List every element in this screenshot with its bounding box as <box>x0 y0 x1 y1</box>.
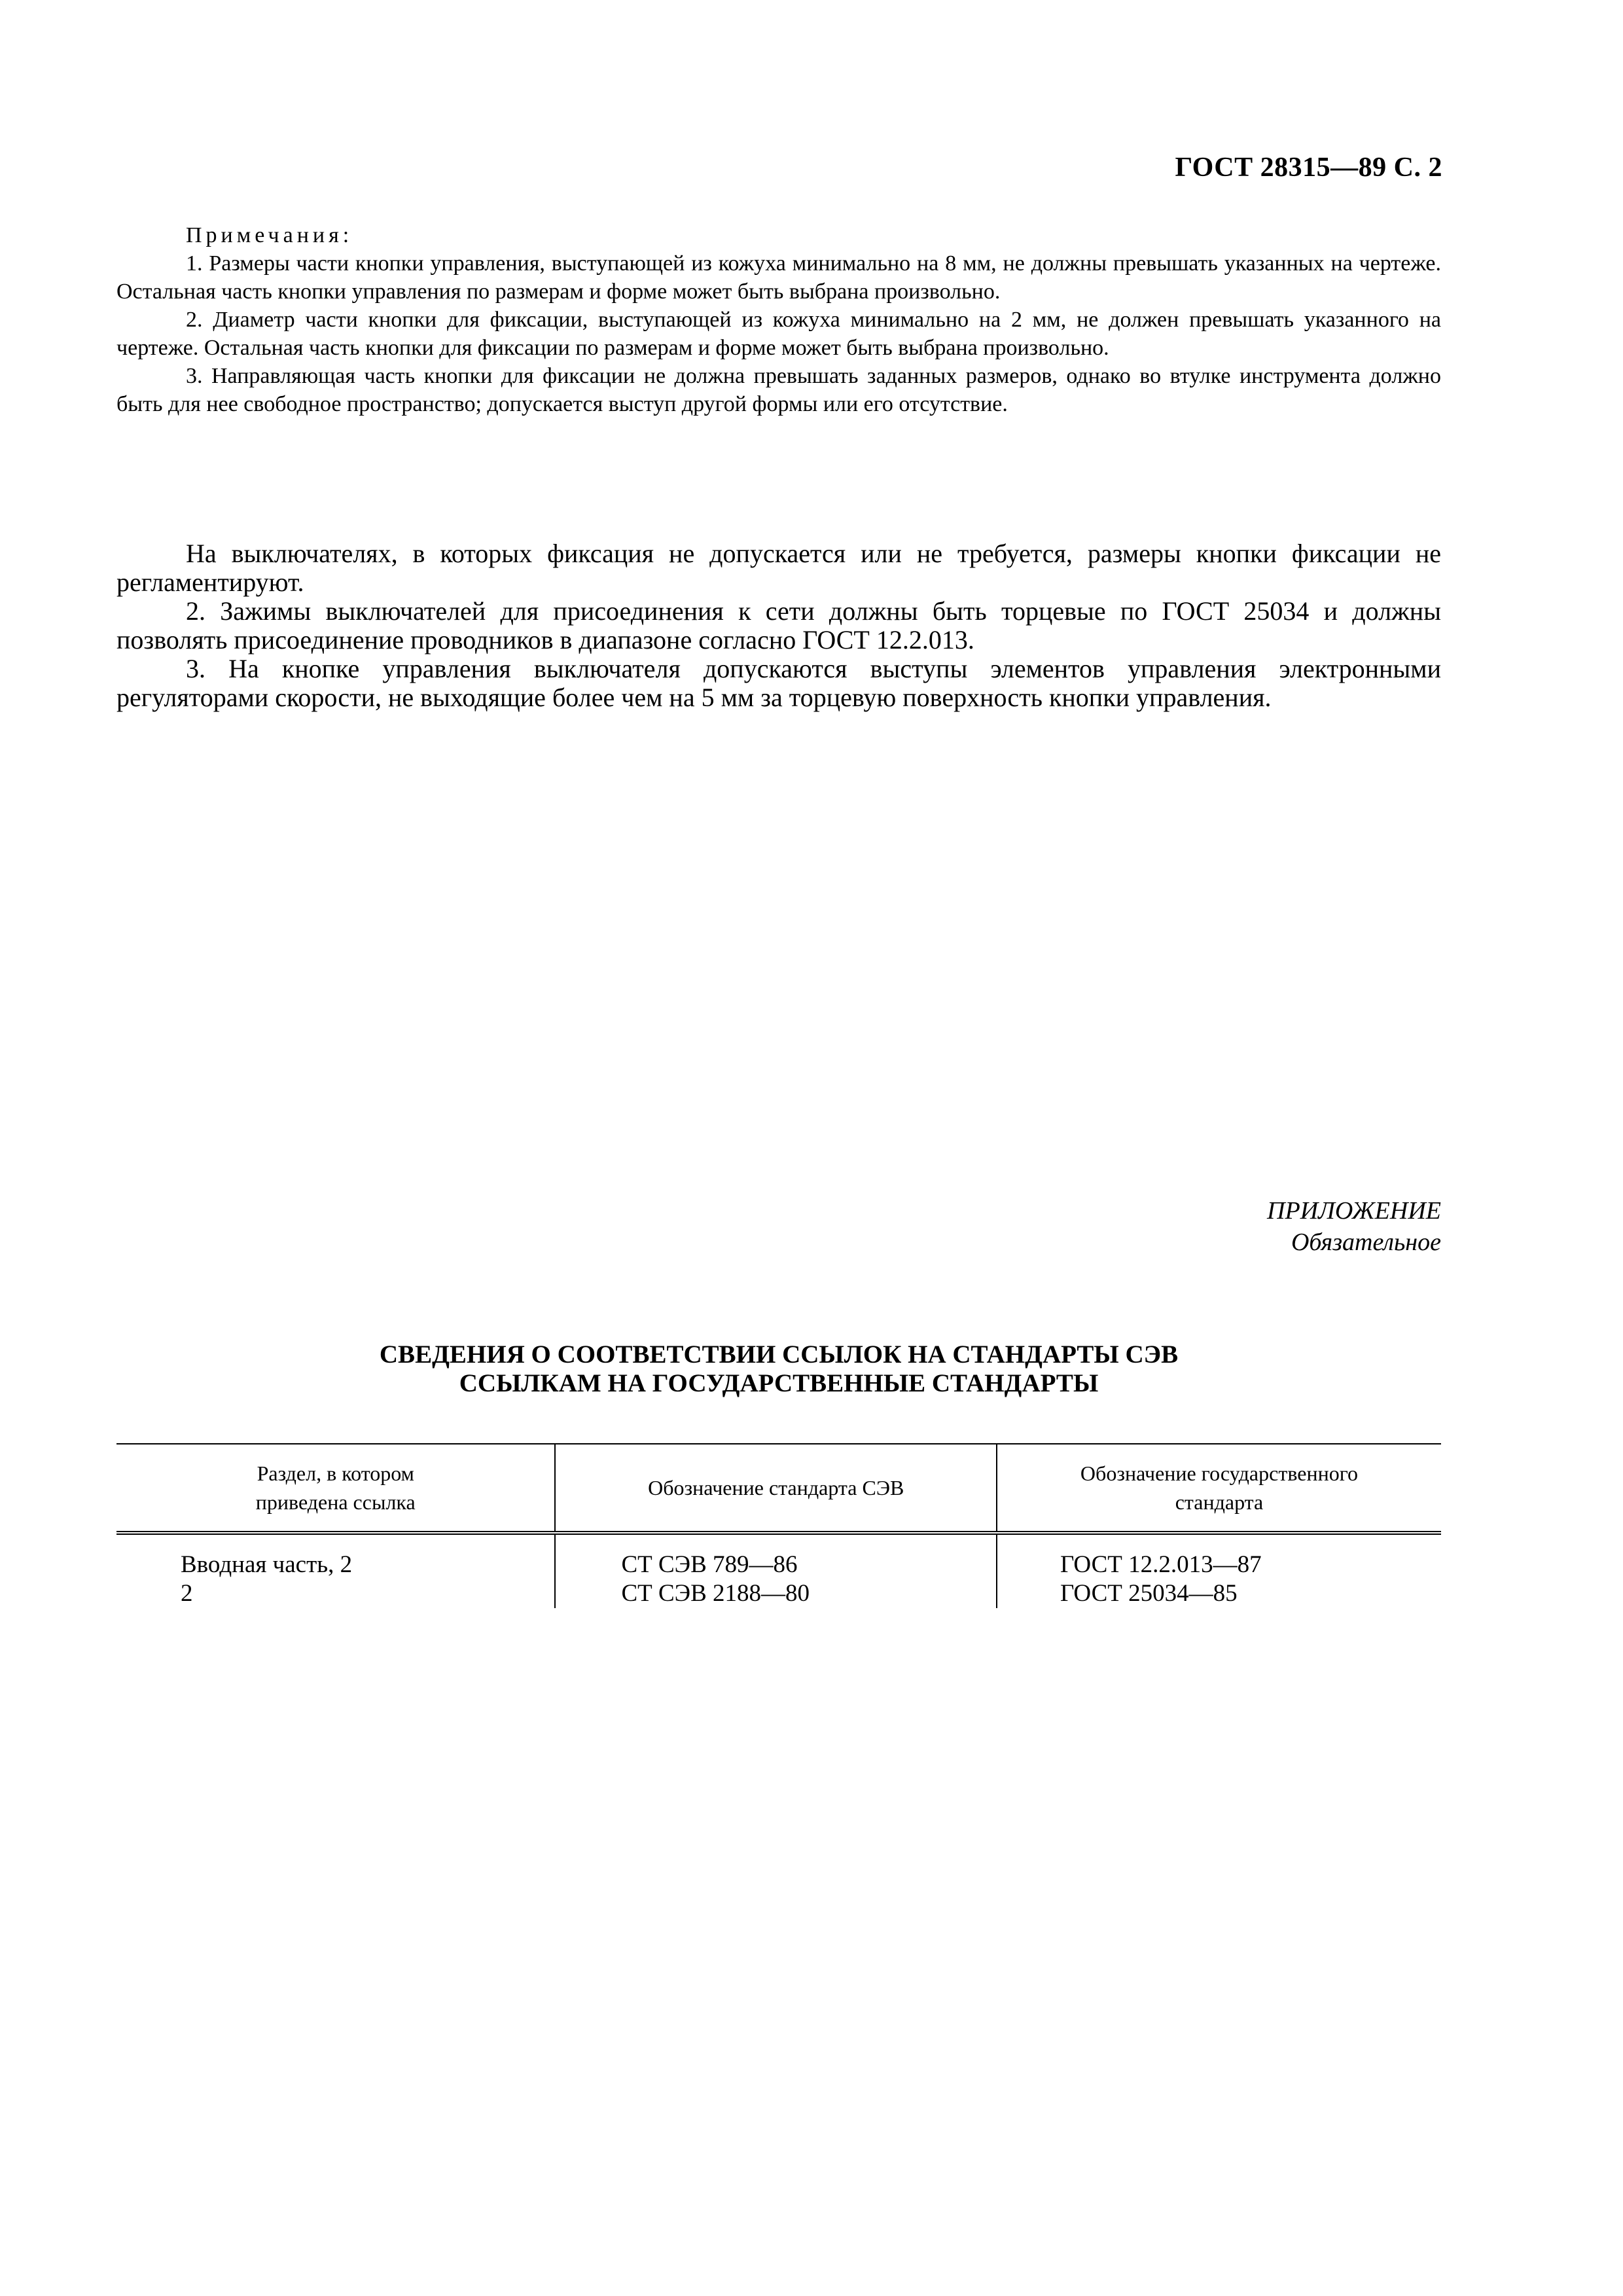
reference-table <box>116 1443 1441 1608</box>
header-gost-column <box>997 1444 1441 1533</box>
header-text: Раздел, в котором <box>257 1462 414 1485</box>
table-cell <box>555 1579 997 1608</box>
table-header-row <box>116 1444 1441 1533</box>
section-ref: 2 <box>181 1580 193 1607</box>
note-item: 2. Диаметр части кнопки для фиксации, выступающей из кожуха минимально на 2 мм, не должен превышать указанного на чертеже. Остальная часть кнопки для фиксации по размерам и форме может быть выбрана произвольно. <box>116 308 1441 360</box>
sev-standard: СТ СЭВ 789—86 <box>621 1551 798 1578</box>
sev-standard: СТ СЭВ 2188—80 <box>621 1580 810 1607</box>
section-title-line-2: ССЫЛКАМ НА ГОСУДАРСТВЕННЫЕ СТАНДАРТЫ <box>459 1369 1099 1397</box>
section-title-line-1: СВЕДЕНИЯ О СООТВЕТСТВИИ ССЫЛОК НА СТАНДАРТЫ СЭВ <box>379 1340 1179 1369</box>
header-section-column <box>116 1444 555 1533</box>
appendix-label: ПРИЛОЖЕНИЕ <box>1267 1197 1441 1225</box>
header-text: стандарта <box>1175 1490 1264 1514</box>
table-cell <box>997 1579 1441 1608</box>
appendix-label-block <box>1267 1195 1441 1258</box>
table-cell <box>555 1533 997 1579</box>
notes-title: Примечания: <box>186 223 353 247</box>
header-text: приведена ссылка <box>255 1490 416 1514</box>
header-text: Обозначение государственного <box>1080 1462 1359 1485</box>
header-sev-column <box>555 1444 997 1533</box>
section-ref: Вводная часть, 2 <box>181 1551 353 1578</box>
page-header: ГОСТ 28315—89 С. 2 <box>1175 152 1442 183</box>
table-cell <box>116 1579 555 1608</box>
gost-standard: ГОСТ 12.2.013—87 <box>1060 1551 1262 1578</box>
note-item: 3. Направляющая часть кнопки для фиксации не должна превышать заданных размеров, однако во втулке инструмента должно быть для нее свободное пространство; допускается выступ другой формы или его отсутствие. <box>116 364 1441 416</box>
paragraph: На выключателях, в которых фиксация не допускается или не требуется, размеры кнопки фиксации не регламентируют. <box>116 539 1441 597</box>
gost-standard: ГОСТ 25034—85 <box>1060 1580 1238 1607</box>
section-title <box>116 1340 1441 1398</box>
note-item: 1. Размеры части кнопки управления, выступающей из кожуха минимально на 8 мм, не должны превышать указанных на чертеже. Остальная часть кнопки управления по размерам и форме может быть выбрана произвольно. <box>116 251 1441 304</box>
header-text: Обозначение стандарта СЭВ <box>648 1476 904 1499</box>
table-row <box>116 1533 1441 1579</box>
paragraph: 2. Зажимы выключателей для присоединения к сети должны быть торцевые по ГОСТ 25034 и должны позволять присоединение проводников в диапазоне согласно ГОСТ 12.2.013. <box>116 596 1441 655</box>
body-text <box>116 539 1441 712</box>
table-row <box>116 1579 1441 1608</box>
table-cell <box>997 1533 1441 1579</box>
paragraph: 3. На кнопке управления выключателя допускаются выступы элементов управления электронными регуляторами скорости, не выходящие более чем на 5 мм за торцевую поверхность кнопки управления. <box>116 654 1441 712</box>
appendix-status: Обязательное <box>1291 1229 1441 1256</box>
notes-block <box>116 221 1441 418</box>
table-cell <box>116 1533 555 1579</box>
